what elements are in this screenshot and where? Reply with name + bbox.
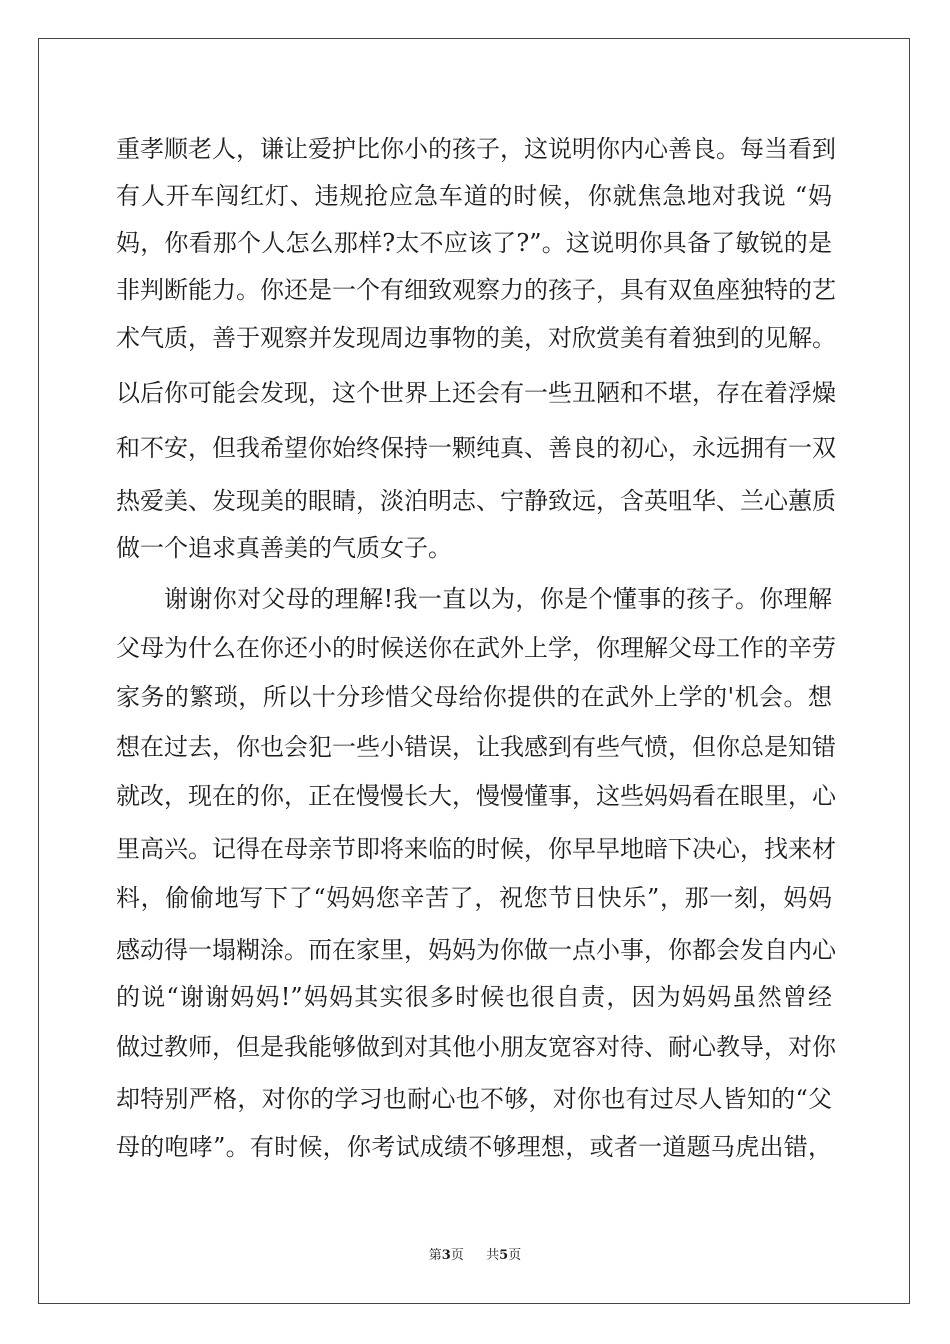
text-line: 料，偷偷地写下了“妈妈您辛苦了，祝您节日快乐”，那一刻，妈妈 [116, 884, 832, 912]
text-line: 想在过去，你也会犯一些小错误，让我感到有些气愤，但你总是知错 [116, 733, 836, 761]
text-line: 重孝顺老人，谦让爱护比你小的孩子，这说明你内心善良。每当看到 [116, 135, 836, 163]
text-line: 热爱美、发现美的眼睛，淡泊明志、宁静致远，含英咀华、兰心蕙质 [116, 487, 836, 515]
paragraph-first-line: 谢谢你对父母的理解!我一直以为，你是个懂事的孩子。你理解 [164, 585, 832, 613]
text-line: 妈，你看那个人怎么那样?太不应该了?”。这说明你具备了敏锐的是 [116, 229, 832, 257]
text-line: 却特别严格，对你的学习也耐心也不够，对你也有过尽人皆知的“父 [116, 1085, 832, 1113]
page-total-label: 共5页 [486, 1248, 522, 1263]
text-line: 父母为什么在你还小的时候送你在武外上学，你理解父母工作的辛劳 [116, 634, 836, 662]
text-line: 做一个追求真善美的气质女子。 [116, 534, 452, 562]
page-footer [0, 1244, 950, 1263]
text-line: 母的咆哮”。有时候，你考试成绩不够理想，或者一道题马虎出错， [116, 1133, 832, 1161]
text-line: 非判断能力。你还是一个有细致观察力的孩子，具有双鱼座独特的艺 [116, 276, 836, 304]
text-line: 家务的繁琐，所以十分珍惜父母给你提供的在武外上学的'机会。想 [116, 683, 832, 711]
text-line: 以后你可能会发现，这个世界上还会有一些丑陋和不堪，存在着浮燥 [116, 379, 836, 407]
text-line: 做过教师，但是我能够做到对其他小朋友宽容对待、耐心教导，对你 [116, 1033, 836, 1061]
page-number-label: 第3页 [428, 1248, 464, 1263]
text-line: 里高兴。记得在母亲节即将来临的时候，你早早地暗下决心，找来材 [116, 835, 836, 863]
text-line: 有人开车闯红灯、违规抢应急车道的时候，你就焦急地对我说 “妈 [116, 182, 832, 210]
text-line: 和不安，但我希望你始终保持一颗纯真、善良的初心，永远拥有一双 [116, 434, 836, 462]
text-line: 就改，现在的你，正在慢慢长大，慢慢懂事，这些妈妈看在眼里，心 [116, 782, 836, 810]
text-line: 的说“谢谢妈妈!”妈妈其实很多时候也很自责，因为妈妈虽然曾经 [116, 983, 832, 1011]
text-line: 术气质，善于观察并发现周边事物的美，对欣赏美有着独到的见解。 [116, 324, 836, 352]
text-line: 感动得一塌糊涂。而在家里，妈妈为你做一点小事，你都会发自内心 [116, 936, 836, 964]
